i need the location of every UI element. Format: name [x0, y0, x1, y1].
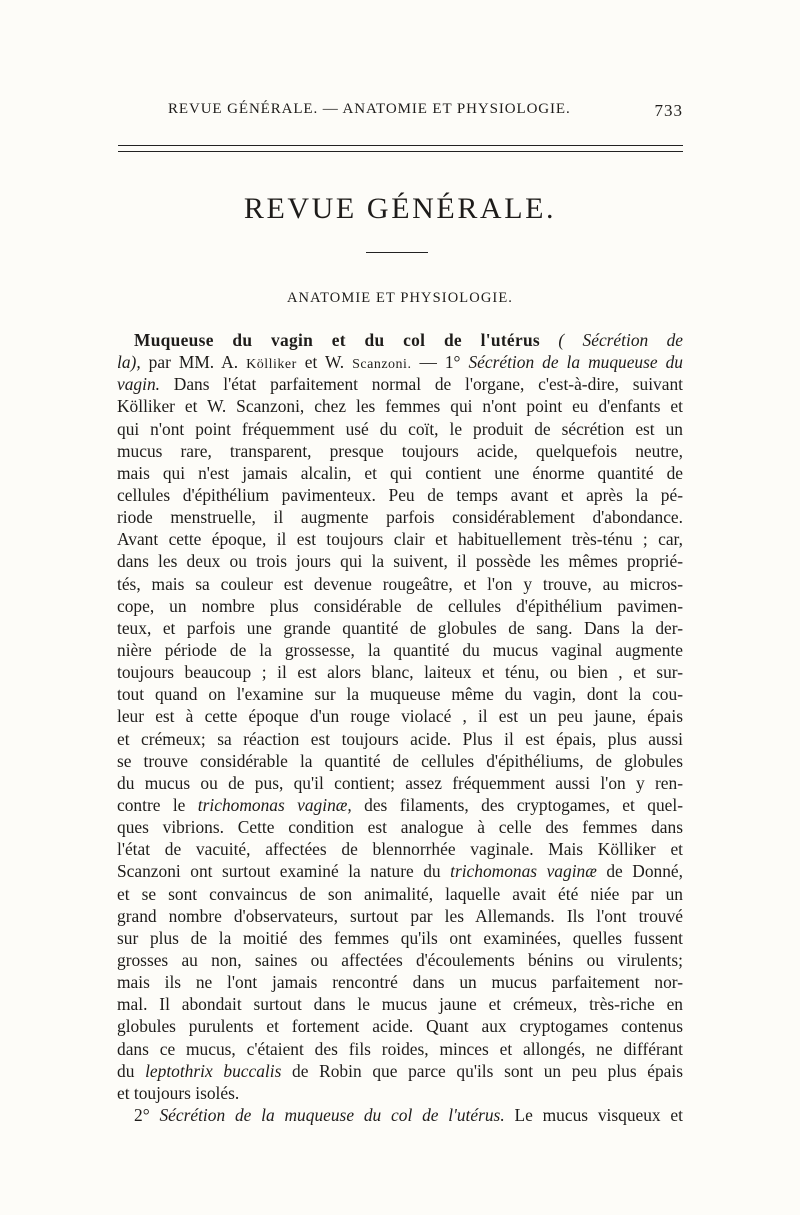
text-line: toujours beaucoup ; il est alors blanc, laiteux et ténu, ou bien , et sur- [117, 662, 683, 683]
section-title: ANATOMIE ET PHYSIOLOGIE. [286, 290, 514, 306]
text-line [117, 329, 683, 351]
article-title: Muqueuse du vagin et du col de l'utérus [134, 330, 540, 350]
line-text: des filaments, des cryptogames, et quel- [364, 794, 683, 815]
text-line: Avant cette époque, il est toujours clair et habituellement très-ténu ; car, [117, 529, 683, 550]
text-line: sur plus de la moitié des femmes qu'ils ont examinées, quelles fussent [117, 927, 683, 948]
author-scanzoni: Scanzoni. [352, 357, 412, 373]
text-line [117, 351, 683, 373]
text-line: tés, mais sa couleur est devenue rougeâtre, et l'on y trouve, au micros- [117, 573, 683, 594]
subsection-title-end: vagin. [117, 374, 160, 395]
species-name: leptothrix buccalis [145, 1060, 282, 1081]
text-line: du mucus ou de pus, qu'il contient; assez fréquemment aussi l'on y ren- [117, 772, 683, 793]
title-divider [366, 252, 428, 253]
text-line: et se sont convaincus de son animalité, laquelle avait été niée par un [117, 883, 683, 904]
article-subtitle: ( Sécrétion de [558, 330, 683, 350]
text-line [117, 794, 683, 816]
text-line: riode menstruelle, il augmente parfois considérablement d'abondance. [117, 507, 683, 528]
text-line: grosses au non, saines ou affectées d'écoulements bénins ou virulents; [117, 949, 683, 970]
authors-prefix: par MM. A. [148, 352, 239, 373]
text-line: tout quand on l'examine sur la muqueuse même du vagin, dont la cou- [117, 684, 683, 705]
text-line [117, 1060, 683, 1082]
line-text: du [117, 1060, 135, 1081]
text-line: dans les deux ou trois jours qui la suivent, il possède les mêmes proprié- [117, 551, 683, 572]
text-line: l'état de vacuité, affectées de blennorrhée vaginale. Mais Kölliker et [117, 839, 683, 860]
text-line: cope, un nombre plus considérable de cellules d'épithélium pavimen- [117, 595, 683, 616]
text-line: dans ce mucus, c'étaient des fils roides, minces et allongés, ne différant [117, 1038, 683, 1059]
page-number: 733 [654, 101, 683, 120]
line-text: Dans l'état parfaitement normal de l'organe, c'est-à-dire, suivant [173, 374, 683, 395]
line-text: de Donné, [606, 861, 683, 882]
text-line [117, 373, 683, 395]
article-body [117, 329, 683, 1126]
text-line: et crémeux; sa réaction est toujours acide. Plus il est épais, plus aussi [117, 728, 683, 749]
text-line: mal. Il abondait surtout dans le mucus jaune et crémeux, très-riche en [117, 994, 683, 1015]
text-line: teux, et parfois une grande quantité de globules de sang. Dans la der- [117, 617, 683, 638]
running-title: REVUE GÉNÉRALE. — ANATOMIE ET PHYSIOLOGIE. [168, 101, 571, 117]
text-line: mais ils ne l'ont jamais rencontré dans un mucus parfaitement nor- [117, 972, 683, 993]
line-text: de Robin que parce qu'ils sont un peu plus épais [292, 1060, 683, 1081]
subsection-title: Sécrétion de la muqueuse du [468, 352, 683, 373]
text-line: nière période de la grossesse, la quantité du mucus vaginal augmente [117, 639, 683, 660]
text-line: qui n'ont point fréquemment usé du coït, le produit de sécrétion est un [117, 418, 683, 439]
text-line: globules purulents et fortement acide. Quant aux cryptogames contenus [117, 1016, 683, 1037]
text-line: se trouve considérable la quantité de cellules d'épithéliums, de globules [117, 750, 683, 771]
authors-and: et W. [304, 352, 345, 373]
text-line: mucus rare, transparent, presque toujours acide, quelquefois neutre, [117, 440, 683, 461]
subsection-number: — 1° [419, 352, 461, 373]
line-text: contre le [117, 794, 186, 815]
author-kolliker: Kölliker [246, 357, 297, 373]
text-line [117, 1104, 683, 1126]
text-line: et toujours isolés. [117, 1082, 240, 1103]
line-text: Le mucus visqueux et [514, 1104, 683, 1125]
text-line: leur est à cette époque d'un rouge violacé , il est un peu jaune, épais [117, 706, 683, 727]
text-line: ques vibrions. Cette condition est analogue à celle des femmes dans [117, 817, 683, 838]
main-title: REVUE GÉNÉRALE. [243, 192, 557, 225]
species-name: trichomonas vaginæ, [197, 794, 352, 815]
subsection-title: Sécrétion de la muqueuse du col de l'utérus. [159, 1104, 505, 1125]
text-line: cellules d'épithélium pavimenteux. Peu de temps avant et après la pé- [117, 484, 683, 505]
species-name: trichomonas vaginæ [450, 861, 597, 882]
line-text: Scanzoni ont surtout examiné la nature du [117, 861, 441, 882]
subtitle-end: la), [117, 352, 141, 373]
subsection-number: 2° [134, 1104, 150, 1125]
header-double-rule [118, 145, 683, 152]
text-line: mais qui n'est jamais alcalin, et qui contient une énorme quantité de [117, 462, 683, 483]
text-line: Kölliker et W. Scanzoni, chez les femmes qui n'ont point eu d'enfants et [117, 396, 683, 417]
text-line [117, 860, 683, 882]
text-line: grand nombre d'observateurs, surtout par les Allemands. Ils l'ont trouvé [117, 905, 683, 926]
